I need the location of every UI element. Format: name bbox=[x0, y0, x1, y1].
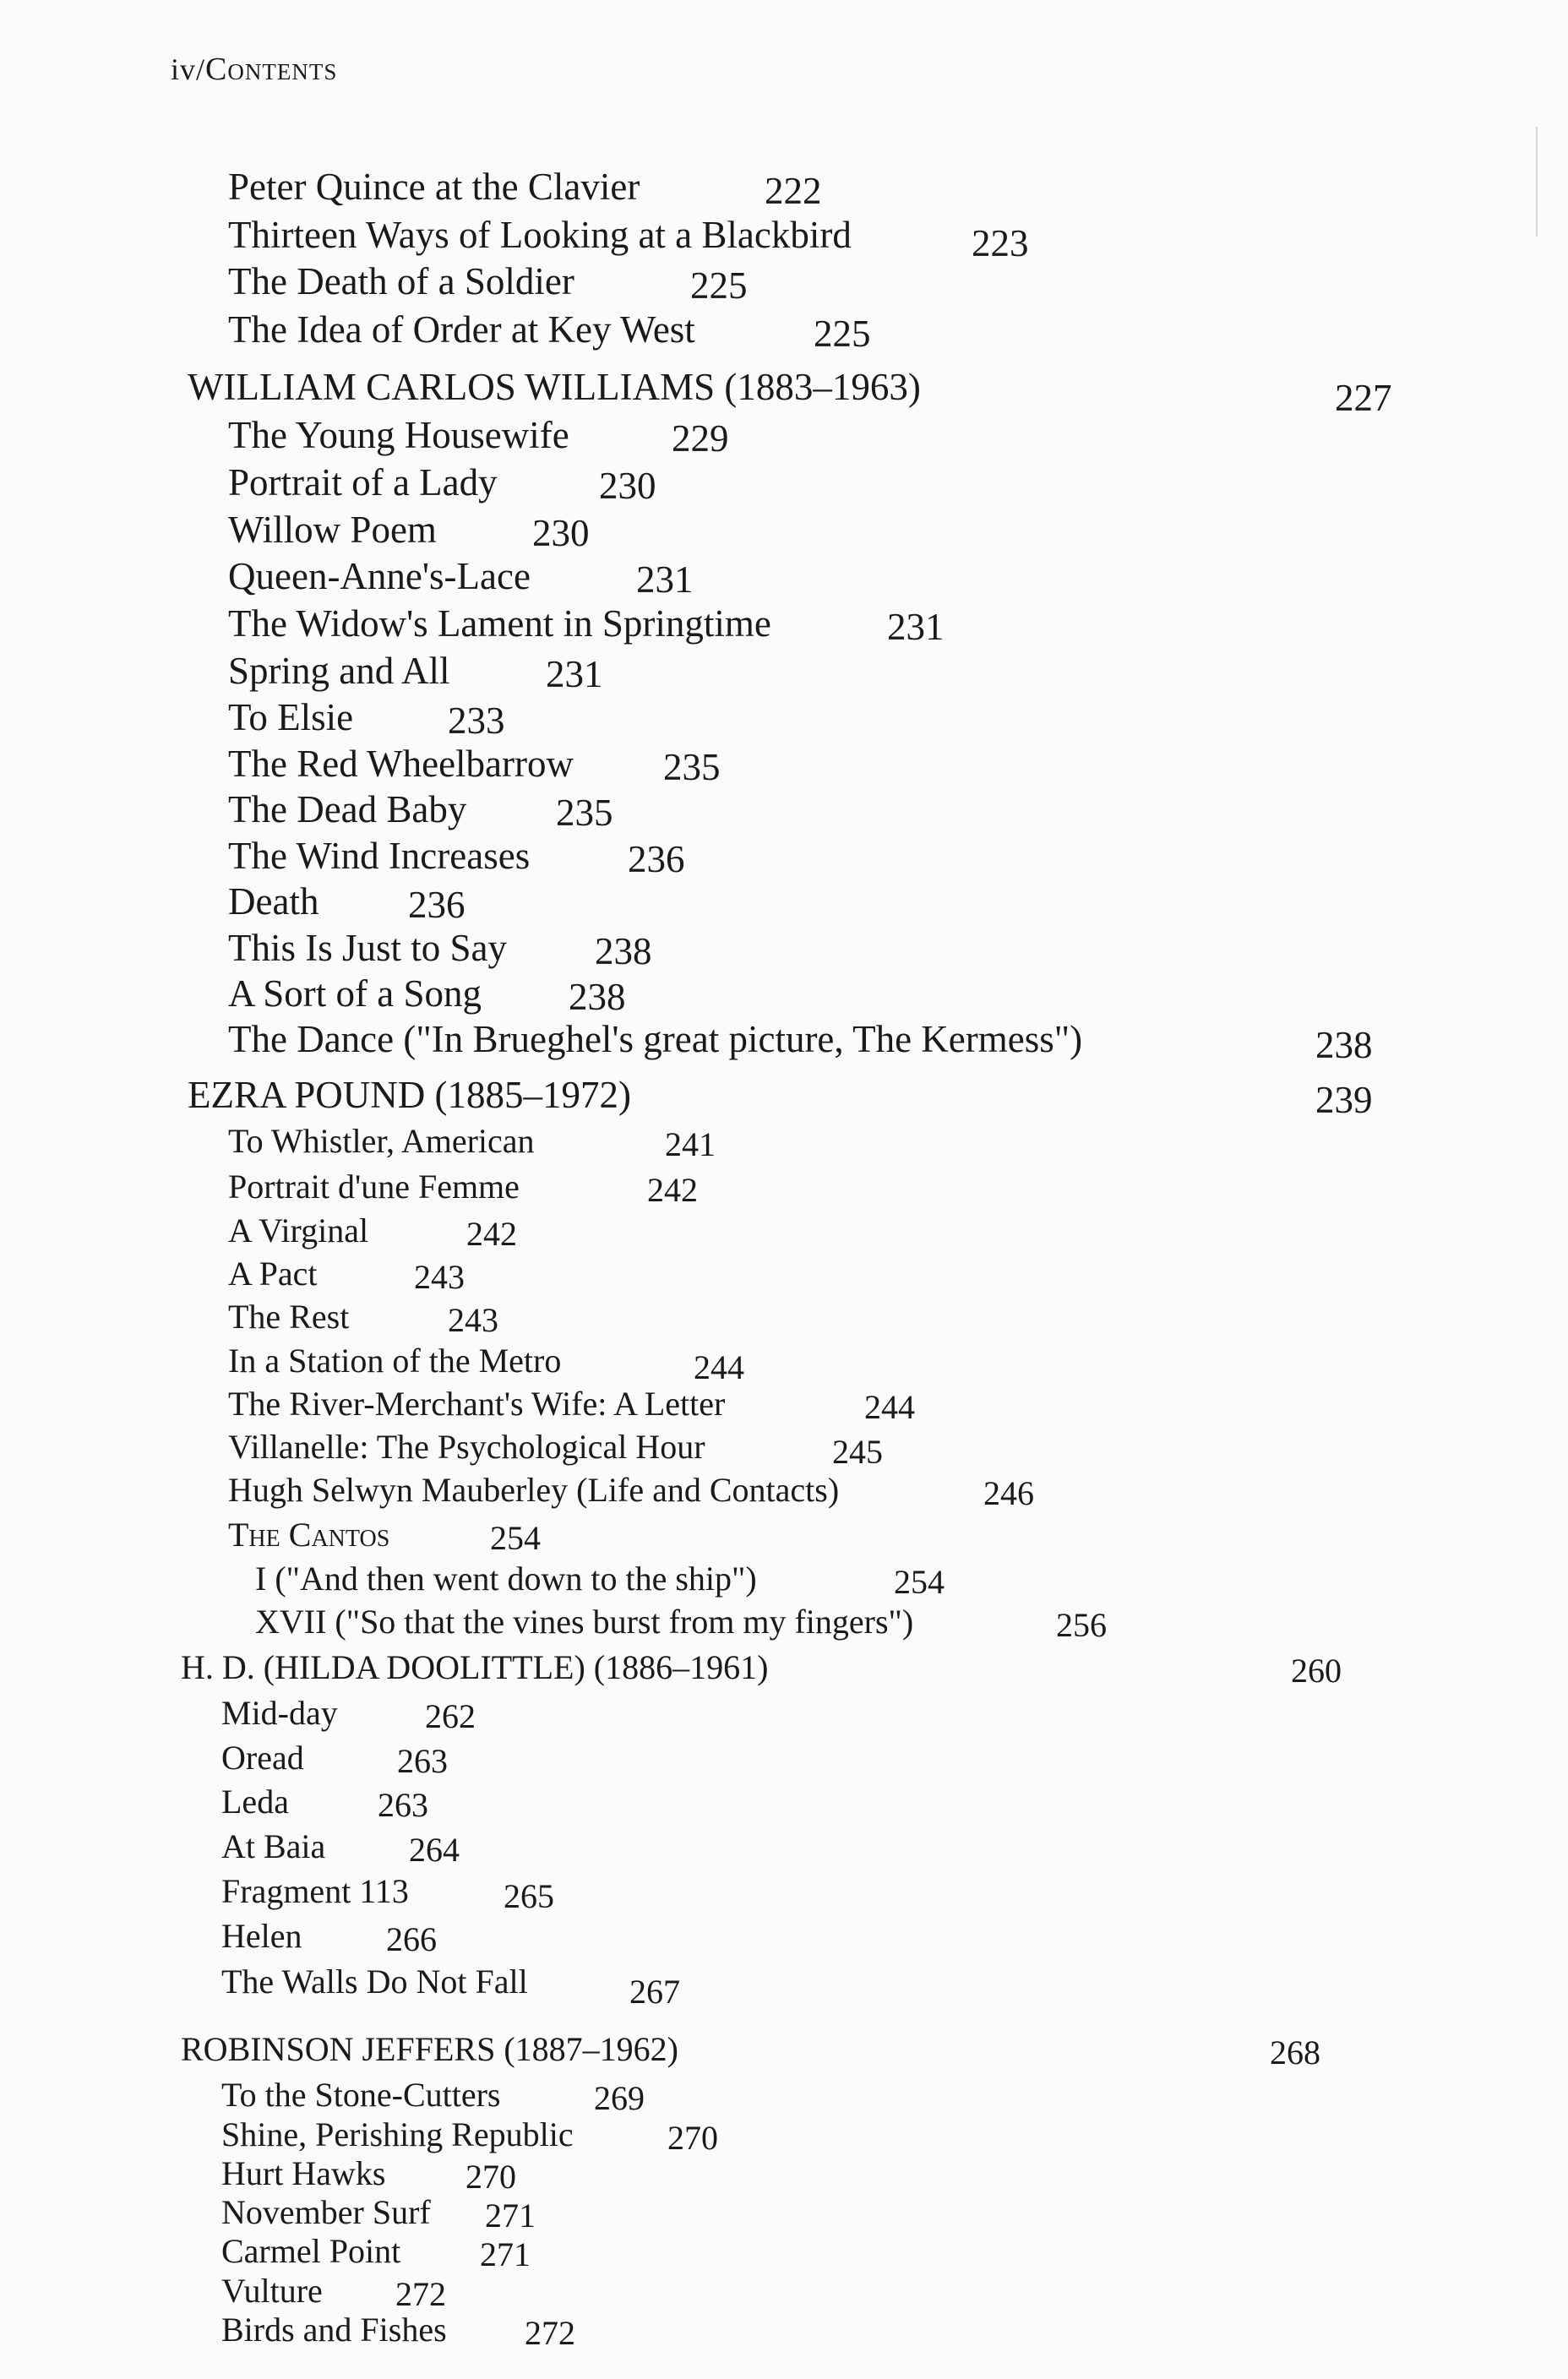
toc-page-number: 242 bbox=[466, 1215, 517, 1253]
toc-poet-heading: WILLIAM CARLOS WILLIAMS (1883–1963) bbox=[188, 366, 921, 408]
toc-entry-title: The Widow's Lament in Springtime bbox=[228, 602, 771, 645]
toc-page-number: 236 bbox=[408, 884, 466, 926]
folio: iv/ bbox=[171, 52, 206, 86]
toc-page-number: 263 bbox=[397, 1742, 448, 1780]
toc-entry-title: Queen-Anne's-Lace bbox=[228, 555, 531, 597]
toc-poet-heading: H. D. (HILDA DOOLITTLE) (1886–1961) bbox=[181, 1648, 769, 1686]
toc-page-number: 268 bbox=[1270, 2033, 1320, 2071]
toc-page-number: 256 bbox=[1056, 1606, 1107, 1644]
toc-page-number: 267 bbox=[629, 1973, 680, 2011]
toc-entry-title: November Surf bbox=[221, 2193, 431, 2231]
toc-entry-title: The Dance ("In Brueghel's great picture, The Kermess") bbox=[228, 1018, 1083, 1060]
toc-page-number: 238 bbox=[595, 930, 652, 972]
toc-entry-title: To Whistler, American bbox=[228, 1122, 535, 1160]
toc-page-number: 246 bbox=[983, 1474, 1034, 1512]
toc-page-number: 235 bbox=[556, 792, 613, 834]
toc-entry-title: Mid-day bbox=[221, 1694, 338, 1732]
toc-entry-title: The Wind Increases bbox=[228, 835, 531, 877]
toc-page-number: 244 bbox=[864, 1388, 915, 1426]
toc-entry-title: Thirteen Ways of Looking at a Blackbird bbox=[228, 214, 852, 256]
toc-entry-title: Oread bbox=[221, 1739, 304, 1777]
toc-entry-title: Hugh Selwyn Mauberley (Life and Contacts) bbox=[228, 1471, 840, 1509]
toc-entry-title: Helen bbox=[221, 1917, 302, 1955]
toc-entry-title: This Is Just to Say bbox=[228, 927, 508, 969]
toc-entry-title: The Death of a Soldier bbox=[228, 260, 574, 302]
toc-entry-title: The Dead Baby bbox=[228, 788, 467, 830]
toc-entry-title: Leda bbox=[221, 1783, 289, 1821]
toc-page-number: 230 bbox=[599, 465, 656, 507]
toc-page-number: 231 bbox=[636, 558, 694, 601]
toc-entry-title: Fragment 113 bbox=[221, 1872, 409, 1910]
toc-entry-title: XVII ("So that the vines burst from my fingers") bbox=[255, 1603, 914, 1641]
toc-page-number: 265 bbox=[504, 1877, 554, 1915]
toc-entry-title: Hurt Hawks bbox=[221, 2154, 386, 2192]
toc-page-number: 254 bbox=[490, 1519, 541, 1557]
toc-page-number: 229 bbox=[672, 417, 729, 460]
toc-page-number: 270 bbox=[667, 2119, 718, 2157]
toc-entry-title: The Red Wheelbarrow bbox=[228, 743, 574, 785]
toc-entry-title: The Walls Do Not Fall bbox=[221, 1963, 528, 2001]
toc-page-number: 227 bbox=[1335, 377, 1392, 419]
toc-page-number: 243 bbox=[414, 1258, 465, 1296]
toc-entry-title: The Young Housewife bbox=[228, 414, 569, 456]
toc-entry-title: To Elsie bbox=[228, 696, 354, 738]
page-edge-shadow bbox=[1536, 127, 1538, 237]
toc-entry-title: At Baia bbox=[221, 1827, 326, 1865]
toc-page-number: 262 bbox=[425, 1697, 476, 1735]
toc-page-number: 254 bbox=[894, 1563, 945, 1601]
toc-page-number: 270 bbox=[466, 2158, 516, 2196]
toc-page-number: 242 bbox=[647, 1171, 698, 1209]
toc-page-number: 223 bbox=[972, 222, 1029, 264]
toc-page-number: 244 bbox=[694, 1348, 744, 1386]
toc-page-number: 272 bbox=[525, 2314, 575, 2352]
toc-page-number: 235 bbox=[663, 746, 721, 788]
toc-entry-title: Spring and All bbox=[228, 650, 450, 692]
toc-page-number: 225 bbox=[690, 264, 748, 307]
toc-page-number: 264 bbox=[409, 1831, 460, 1869]
toc-page-number: 263 bbox=[378, 1786, 428, 1824]
toc-page-number: 272 bbox=[395, 2275, 446, 2313]
toc-entry-title: In a Station of the Metro bbox=[228, 1342, 562, 1380]
toc-page-number: 243 bbox=[448, 1301, 498, 1339]
toc-entry-title: Portrait of a Lady bbox=[228, 461, 498, 504]
toc-page-number: 238 bbox=[569, 976, 626, 1018]
toc-page-number: 239 bbox=[1315, 1079, 1373, 1121]
toc-page-number: 236 bbox=[628, 838, 685, 880]
running-head-label: Contents bbox=[205, 52, 338, 87]
toc-entry-title: A Sort of a Song bbox=[228, 972, 482, 1015]
toc-entry-title: Vulture bbox=[221, 2272, 323, 2310]
toc-entry-title: Shine, Perishing Republic bbox=[221, 2115, 574, 2153]
toc-poet-heading: EZRA POUND (1885–1972) bbox=[188, 1074, 631, 1116]
toc-entry-title: Willow Poem bbox=[228, 509, 437, 551]
toc-entry-title: The Rest bbox=[228, 1298, 350, 1336]
toc-entry-title: The River-Merchant's Wife: A Letter bbox=[228, 1385, 726, 1423]
toc-entry-title: Peter Quince at the Clavier bbox=[228, 166, 640, 208]
toc-page-number: 233 bbox=[448, 700, 505, 742]
toc-entry-title: A Virginal bbox=[228, 1211, 369, 1249]
toc-entry-title: Villanelle: The Psychological Hour bbox=[228, 1428, 705, 1466]
toc-page-number: 271 bbox=[480, 2235, 531, 2273]
toc-page-number: 231 bbox=[887, 606, 945, 648]
toc-page-number: 271 bbox=[485, 2197, 536, 2235]
toc-page-number: 222 bbox=[765, 170, 822, 212]
toc-entry-title: Carmel Point bbox=[221, 2232, 401, 2270]
toc-page-number: 266 bbox=[386, 1920, 437, 1958]
toc-entry-title: To the Stone-Cutters bbox=[221, 2076, 501, 2114]
toc-page-number: 241 bbox=[665, 1125, 716, 1163]
toc-entry-title: Portrait d'une Femme bbox=[228, 1168, 520, 1206]
toc-page-number: 245 bbox=[832, 1433, 883, 1471]
toc-entry-title: I ("And then went down to the ship") bbox=[255, 1560, 757, 1598]
running-head bbox=[171, 51, 337, 88]
toc-page-number: 260 bbox=[1291, 1652, 1342, 1690]
toc-entry-title: The Idea of Order at Key West bbox=[228, 308, 695, 351]
toc-page-number: 269 bbox=[594, 2079, 645, 2117]
toc-page-number: 230 bbox=[532, 512, 590, 554]
toc-entry-title: Death bbox=[228, 880, 319, 923]
toc-entry-title: The Cantos bbox=[228, 1516, 390, 1554]
toc-page-number: 238 bbox=[1315, 1024, 1373, 1066]
toc-entry-title: A Pact bbox=[228, 1255, 318, 1293]
toc-page-number: 231 bbox=[546, 653, 603, 695]
toc-poet-heading: ROBINSON JEFFERS (1887–1962) bbox=[181, 2030, 678, 2068]
toc-entry-title: Birds and Fishes bbox=[221, 2311, 447, 2349]
toc-page-number: 225 bbox=[814, 313, 871, 355]
